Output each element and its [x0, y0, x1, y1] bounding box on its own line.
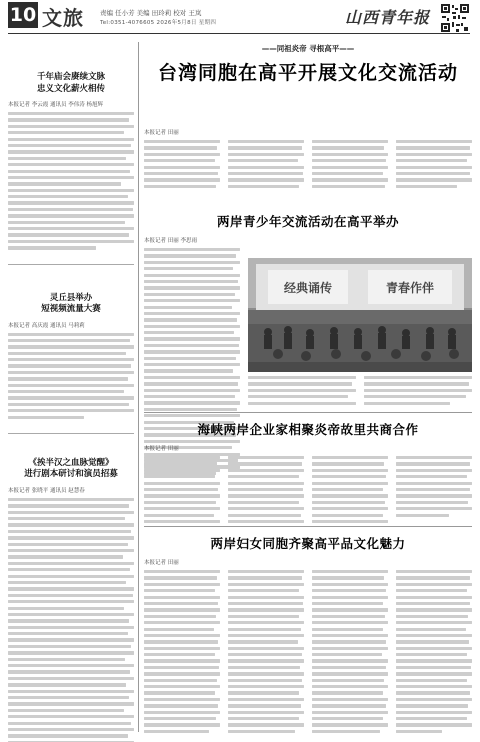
left-article-1 — [8, 72, 134, 250]
title-line: 进行剧本研讨和演员招募 — [24, 469, 118, 480]
divider — [144, 412, 472, 413]
column-divider — [138, 42, 139, 732]
title-line: 短视频流量大赛 — [41, 304, 101, 314]
section-name: 文旅 — [42, 6, 84, 30]
title-line: 千年庙会赓续文脉 — [36, 72, 105, 82]
divider — [8, 264, 134, 265]
story-3-title-block — [144, 420, 472, 438]
story-3 — [144, 444, 472, 523]
qr-code-icon — [440, 3, 470, 33]
article-title — [8, 72, 134, 95]
article-byline: 本报记者 高庆霞 通讯员 马莉莉 — [8, 322, 85, 329]
story-4-headline: 两岸妇女同胞齐聚高平品文化魅力 — [210, 536, 406, 551]
banner-left-text: 经典诵传 — [283, 281, 333, 295]
newspaper-logo: 山西青年报 — [345, 8, 431, 27]
left-column — [8, 40, 134, 734]
left-article-3 — [8, 458, 134, 742]
divider — [144, 526, 472, 527]
story-2-title-block — [144, 212, 472, 230]
story-4 — [144, 558, 472, 733]
article-byline: 本报记者 田丽 李思雨 — [144, 238, 197, 244]
contact-date-line: Tel:0351-4076605 2026年5月8日 星期四 — [100, 20, 217, 26]
story-4-title-block — [144, 534, 472, 552]
article-byline: 本报记者 田丽 — [144, 560, 179, 566]
article-byline: 本报记者 张晓平 通讯员 赵慧春 — [8, 487, 85, 494]
editors-line: 责编 任小芳 美编 田玲莉 校对 王岚 — [100, 9, 202, 17]
page-number: 10 — [9, 4, 37, 26]
article-title — [8, 293, 134, 316]
masthead-rule — [8, 33, 470, 34]
story-3-headline: 海峡两岸企业家相聚炎帝故里共商合作 — [197, 422, 419, 437]
title-line: 《挨半汉之血脉觉醒》 — [28, 457, 114, 468]
article-title — [8, 458, 134, 481]
masthead — [0, 0, 480, 40]
lead-headline: 台湾同胞在高平开展文化交流活动 — [157, 62, 458, 84]
kicker-text: ——同祖炎帝 寻根高平—— — [261, 44, 355, 53]
banner-right-text: 青春作伴 — [385, 281, 435, 295]
article-body — [144, 140, 472, 188]
left-article-2 — [8, 293, 134, 419]
article-byline: 本报记者 田丽 — [144, 446, 179, 452]
lead-story — [144, 128, 472, 188]
lead-kicker — [144, 43, 472, 57]
article-byline: 本报记者 李云霞 通讯员 李伟涛 杨旭辉 — [8, 102, 103, 108]
article-body — [8, 498, 134, 742]
article-byline: 本报记者 田丽 — [144, 130, 179, 136]
article-body — [144, 248, 240, 475]
divider — [8, 433, 134, 434]
story-2-continued — [248, 376, 472, 405]
article-body — [8, 333, 134, 419]
title-line: 灵丘县举办 — [49, 292, 93, 303]
article-body — [144, 456, 472, 523]
article-body — [144, 570, 472, 733]
title-line: 忠义文化薪火相传 — [36, 83, 105, 94]
story-2-headline: 两岸青少年交流活动在高平举办 — [216, 214, 399, 229]
event-photo — [248, 258, 472, 372]
article-body — [8, 112, 134, 250]
